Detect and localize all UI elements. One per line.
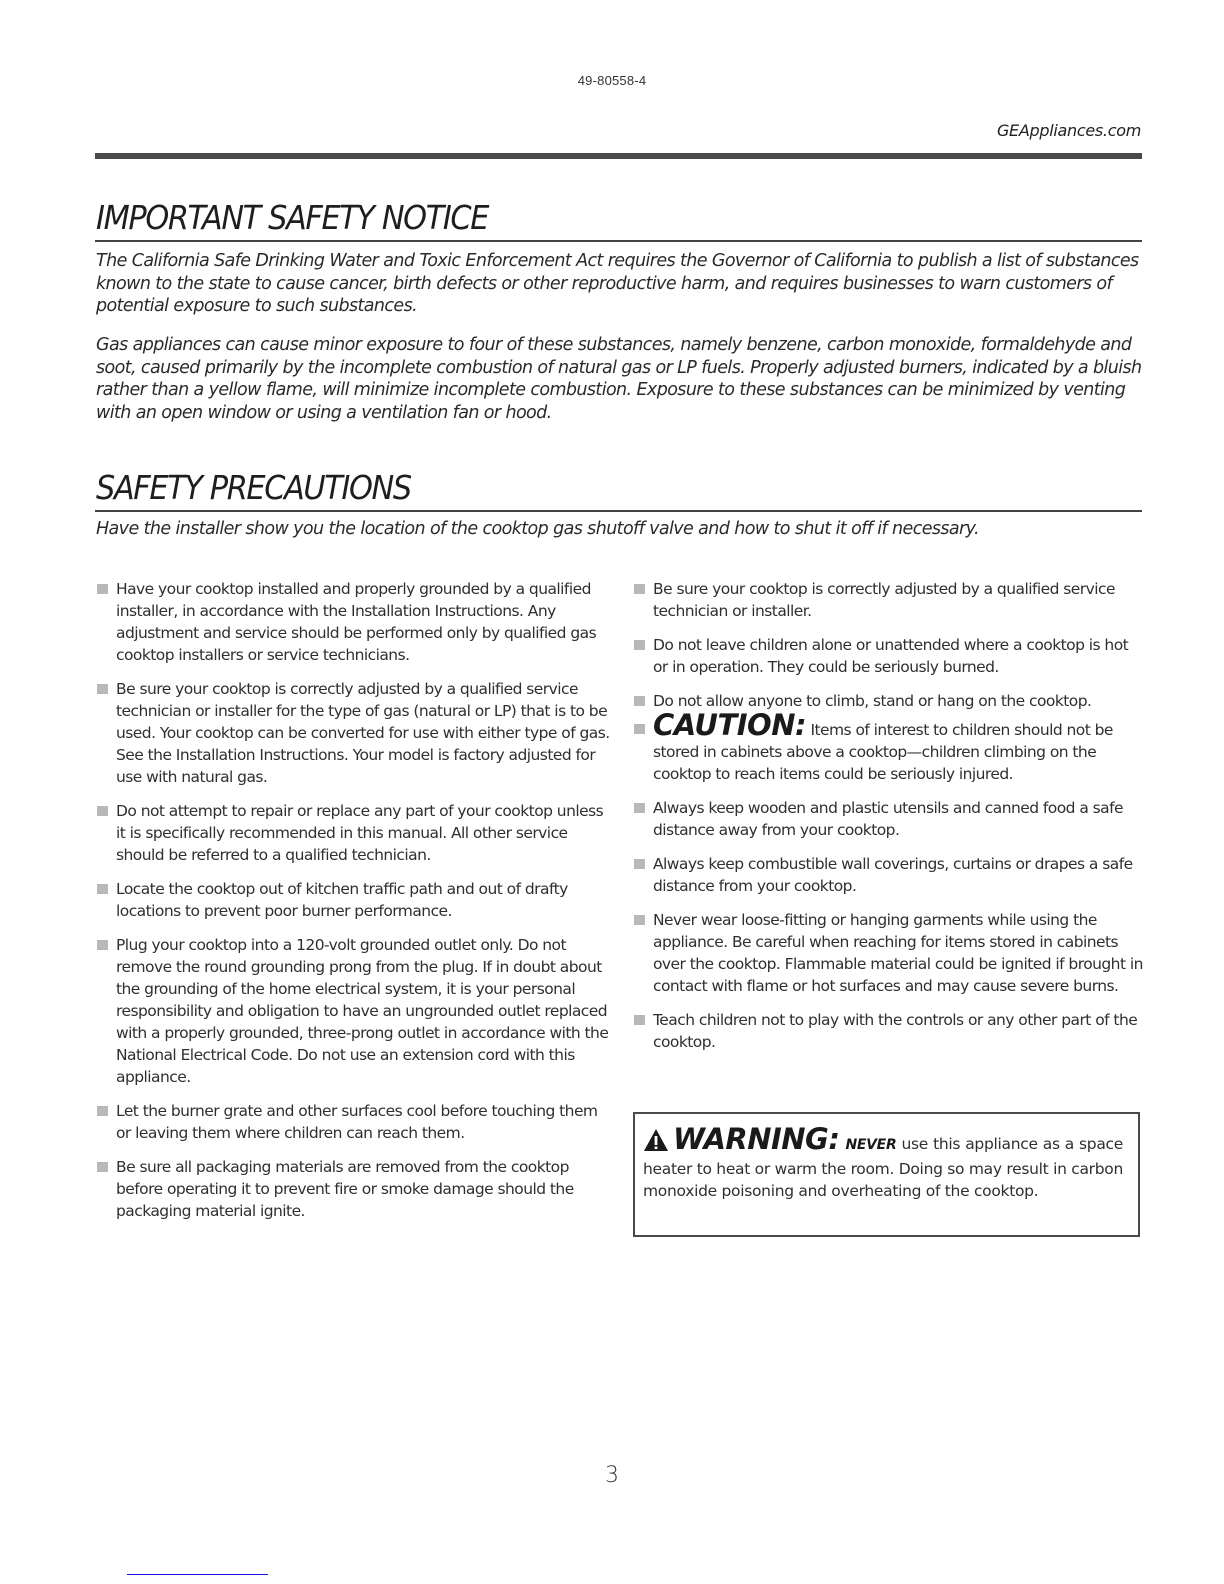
list-item-text: Be sure your cooktop is correctly adjusted by a qualified service technician or installer. xyxy=(653,580,1115,620)
list-item xyxy=(97,1156,612,1222)
document-number: 49-80558-4 xyxy=(577,73,647,88)
caution-label: CAUTION: xyxy=(653,708,807,742)
list-item xyxy=(634,634,1144,678)
bullet-square-icon xyxy=(634,640,645,650)
warning-triangle-icon xyxy=(643,1128,669,1158)
list-item-text: Do not attempt to repair or replace any part of your cooktop unless it is specifically recommended in this manual. All other service should be referred to a qualified technician. xyxy=(116,802,604,864)
list-item xyxy=(634,1009,1144,1053)
link-underline[interactable] xyxy=(127,1574,268,1575)
warning-text: use this appliance as a space heater to heat or warm the room. Doing so may result in carbon monoxide poisoning and overheating of the cooktop. xyxy=(643,1135,1123,1200)
list-item xyxy=(97,878,612,922)
bullet-square-icon xyxy=(97,684,108,694)
list-item-text: Be sure all packaging materials are removed from the cooktop before operating it to prevent fire or smoke damage should the packaging material ignite. xyxy=(116,1158,574,1220)
bullet-square-icon xyxy=(634,915,645,925)
list-item xyxy=(97,934,612,1088)
warning-emphasis: NEVER xyxy=(845,1137,897,1153)
notice-title: IMPORTANT SAFETY NOTICE xyxy=(96,198,489,237)
list-item-text: Locate the cooktop out of kitchen traffic path and out of drafty locations to prevent poor burner performance. xyxy=(116,880,568,920)
bullet-square-icon xyxy=(634,859,645,869)
notice-paragraph: The California Safe Drinking Water and Toxic Enforcement Act requires the Governor of California to publish a list of substances known to the state to cause cancer, birth defects or other reproductive harm, and requires businesses to warn customers of potential exposure to such substances. xyxy=(96,251,1139,316)
list-item-text: Have your cooktop installed and properly grounded by a qualified installer, in accordance with the Installation Instructions. Any adjustment and service should be performed only by qualified gas cooktop installers or service technicians. xyxy=(116,580,597,664)
list-item-text: Do not leave children alone or unattended where a cooktop is hot or in operation. They could be seriously burned. xyxy=(653,636,1129,676)
website-label: GEAppliances.com xyxy=(996,121,1141,140)
caution-text: Items of interest to children should not be stored in cabinets above a cooktop—children climbing on the cooktop to reach items could be seriously injured. xyxy=(653,721,1113,783)
bullet-square-icon xyxy=(634,696,645,706)
bullet-square-icon xyxy=(97,806,108,816)
list-item-text: Be sure your cooktop is correctly adjusted by a qualified service technician or installer for the type of gas (natural or LP) that is to be used. Your cooktop can be converted for use with either type of gas. See the Installation Instructions. Your model is factory adjusted for use with natural gas. xyxy=(116,680,610,786)
list-item xyxy=(97,678,612,788)
bullet-square-icon xyxy=(634,803,645,813)
bullet-square-icon xyxy=(97,1106,108,1116)
list-item xyxy=(634,578,1144,622)
list-item xyxy=(97,578,612,666)
header-rule xyxy=(95,153,1142,159)
bullet-square-icon xyxy=(97,940,108,950)
bullet-square-icon xyxy=(97,1162,108,1172)
page-number: 3 xyxy=(605,1463,619,1488)
list-item-text: Do not allow anyone to climb, stand or hang on the cooktop. xyxy=(653,692,1092,710)
list-item-text: Always keep combustible wall coverings, curtains or drapes a safe distance from your cooktop. xyxy=(653,855,1133,895)
warning-label: WARNING: xyxy=(673,1122,840,1156)
warning-content xyxy=(643,1122,1123,1202)
list-item xyxy=(97,800,612,866)
bullet-square-icon xyxy=(97,884,108,894)
caution-item xyxy=(634,708,1144,785)
list-item-text: Teach children not to play with the controls or any other part of the cooktop. xyxy=(653,1011,1138,1051)
list-item xyxy=(634,909,1144,997)
list-item-text: Let the burner grate and other surfaces cool before touching them or leaving them where children can reach them. xyxy=(116,1102,598,1142)
bullet-square-icon xyxy=(634,724,645,734)
notice-paragraph: Gas appliances can cause minor exposure to four of these substances, namely benzene, carbon monoxide, formaldehyde and soot, caused primarily by the incomplete combustion of natural gas or LP fuels. Properly adjusted burners, indicated by a bluish rather than a yellow flame, will minimize incomplete combustion. Exposure to these substances can be minimized by venting with an open window or using a ventilation fan or hood. xyxy=(96,335,1142,423)
list-item xyxy=(97,1100,612,1144)
list-item-text: Never wear loose-fitting or hanging garments while using the appliance. Be careful when reaching for items stored in cabinets over the cooktop. Flammable material could be ignited if brought in contact with flame or hot surfaces and may cause severe burns. xyxy=(653,911,1143,995)
precautions-left-column xyxy=(97,578,612,1234)
list-item xyxy=(634,797,1144,841)
precautions-right-column xyxy=(634,578,1144,1065)
list-item xyxy=(634,853,1144,897)
precautions-title-rule xyxy=(95,510,1142,512)
precautions-intro: Have the installer show you the location of the cooktop gas shutoff valve and how to shut it off if necessary. xyxy=(96,519,979,539)
list-item-text: Plug your cooktop into a 120-volt grounded outlet only. Do not remove the round grounding prong from the plug. If in doubt about the grounding of the home electrical system, it is your personal responsibility and obligation to have an ungrounded outlet replaced with a properly grounded, three-prong outlet in accordance with the National Electrical Code. Do not use an extension cord with this appliance. xyxy=(116,936,609,1086)
list-item-text: Always keep wooden and plastic utensils and canned food a safe distance away from your cooktop. xyxy=(653,799,1124,839)
warning-box xyxy=(633,1112,1140,1237)
precautions-title: SAFETY PRECAUTIONS xyxy=(96,468,411,507)
bullet-square-icon xyxy=(634,584,645,594)
bullet-square-icon xyxy=(634,1015,645,1025)
notice-title-rule xyxy=(95,240,1142,242)
bullet-square-icon xyxy=(97,584,108,594)
